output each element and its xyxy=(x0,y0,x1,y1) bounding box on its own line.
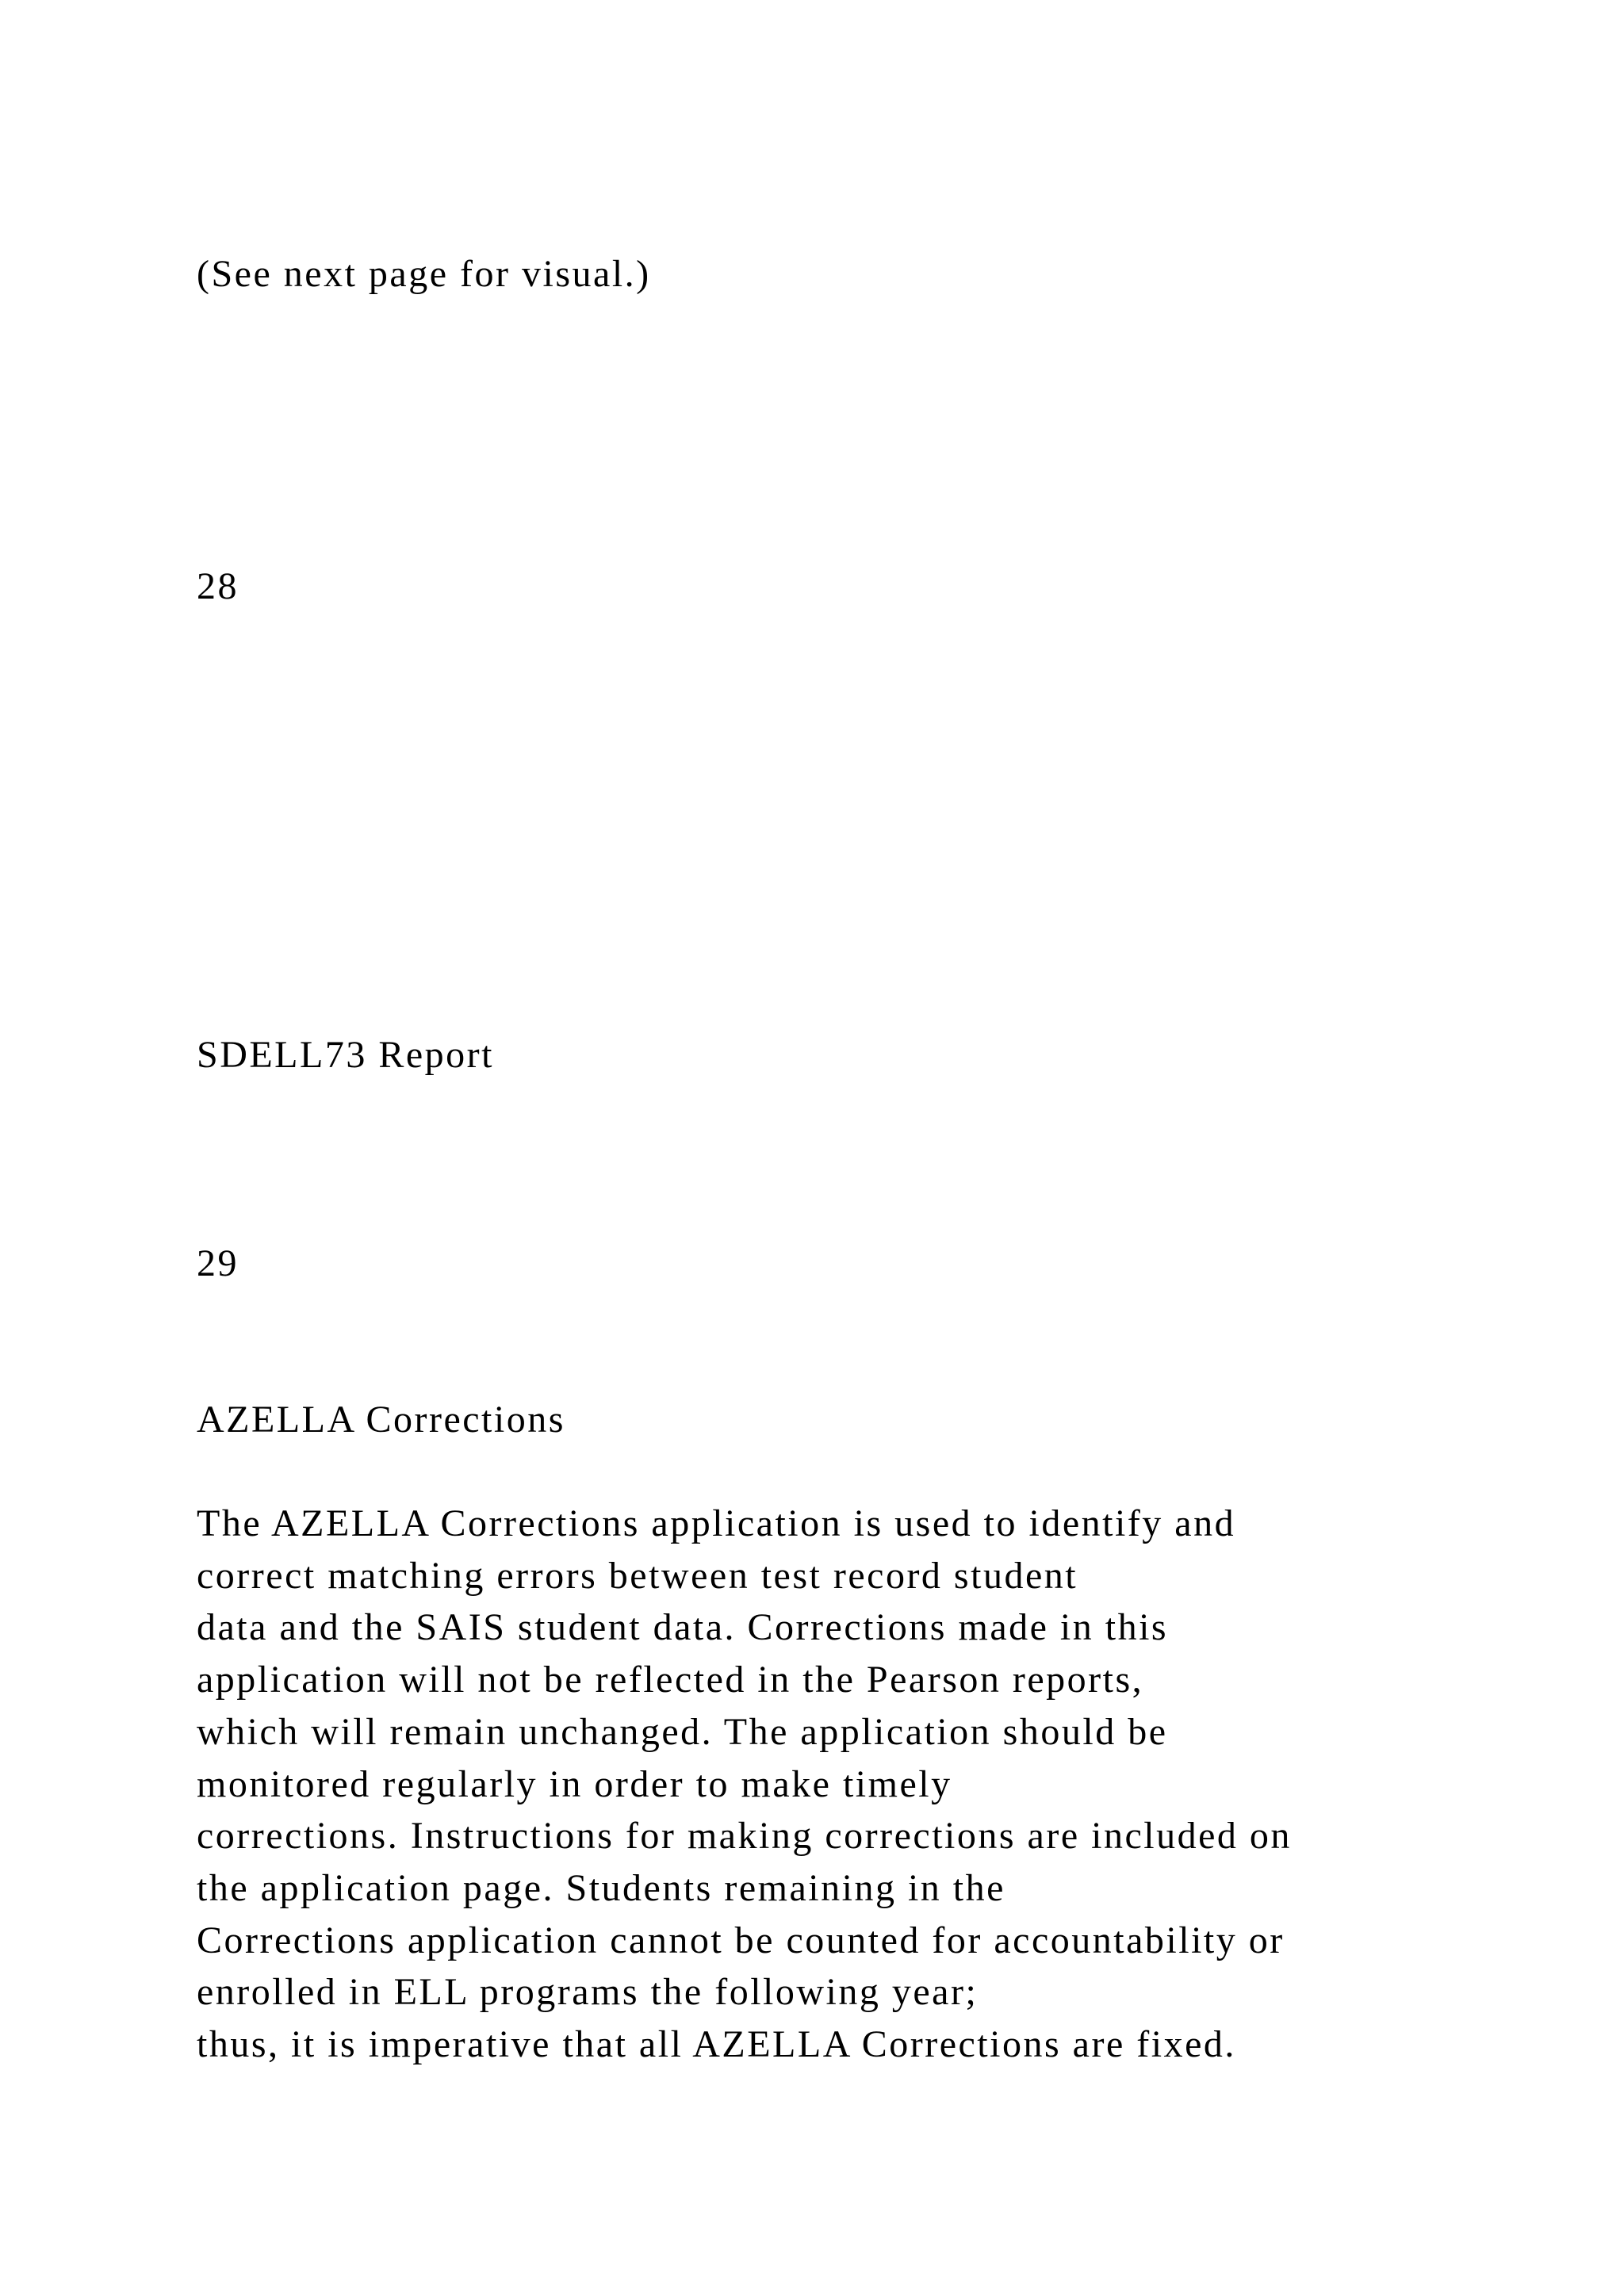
page-number-28: 28 xyxy=(197,565,239,607)
paragraph-line: corrections. Instructions for making corrections are included on xyxy=(197,1815,1292,1858)
paragraph-line: thus, it is imperative that all AZELLA Corrections are fixed. xyxy=(197,2023,1236,2066)
page-number-29: 29 xyxy=(197,1242,239,1284)
sdell73-report-title: SDELL73 Report xyxy=(197,1034,494,1076)
paragraph-line: Corrections application cannot be counted for accountability or xyxy=(197,1919,1285,1961)
paragraph-line: correct matching errors between test record student xyxy=(197,1554,1078,1597)
azella-corrections-paragraph xyxy=(197,1498,1292,2071)
azella-corrections-heading: AZELLA Corrections xyxy=(197,1399,565,1441)
paragraph-line: which will remain unchanged. The application should be xyxy=(197,1710,1168,1753)
paragraph-line: enrolled in ELL programs the following year; xyxy=(197,1971,979,2014)
paragraph-line: application will not be reflected in the Pearson reports, xyxy=(197,1659,1144,1701)
paragraph-line: data and the SAIS student data. Corrections made in this xyxy=(197,1606,1169,1649)
paragraph-line: monitored regularly in order to make timely xyxy=(197,1762,952,1805)
paragraph-line: the application page. Students remaining in the xyxy=(197,1866,1005,1909)
see-next-page-note: (See next page for visual.) xyxy=(197,253,651,295)
paragraph-line: The AZELLA Corrections application is used to identify and xyxy=(197,1502,1236,1544)
